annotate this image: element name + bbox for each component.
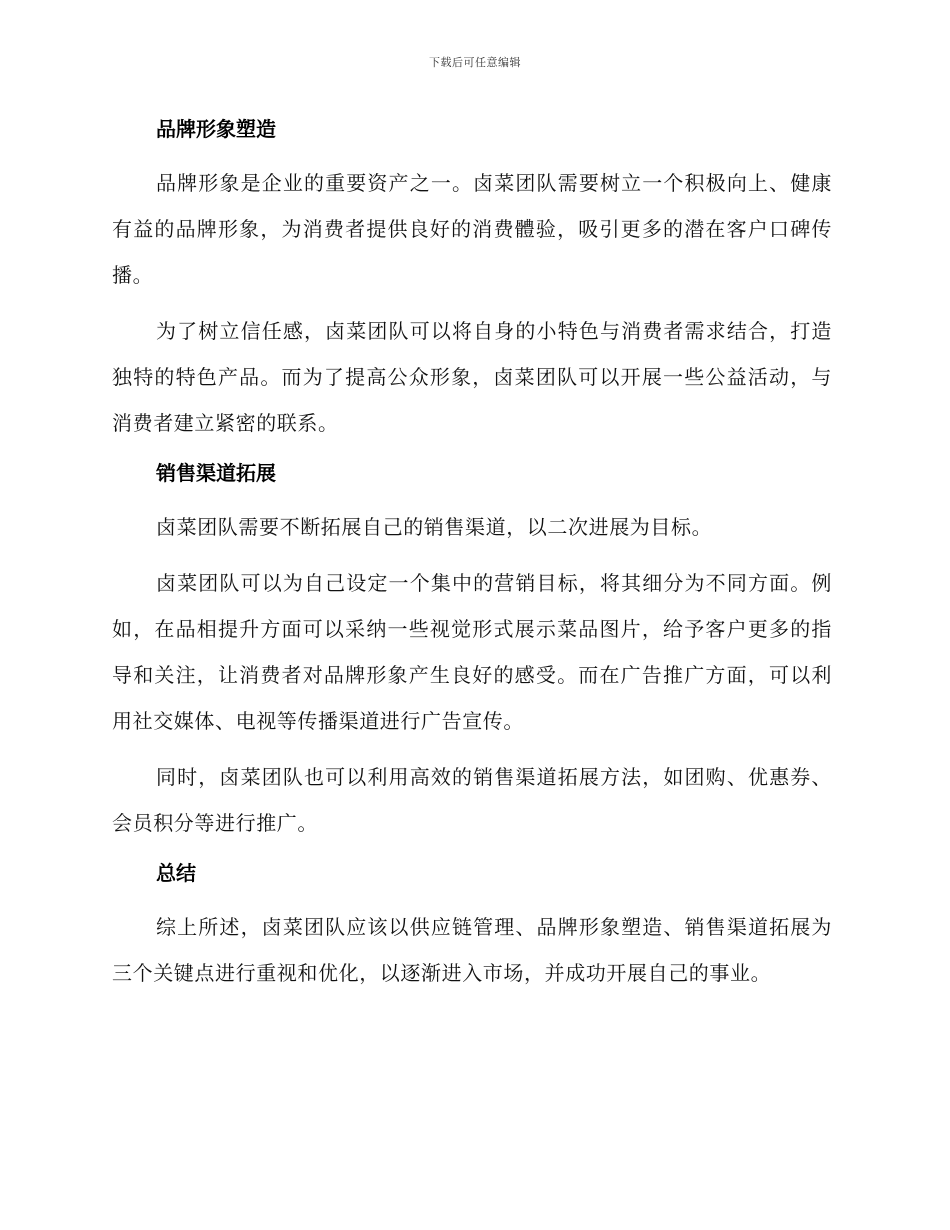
paragraph: 综上所述，卤菜团队应该以供应链管理、品牌形象塑造、销售渠道拓展为三个关键点进行重视和优化，以逐渐进入市场，并成功开展自己的事业。: [112, 915, 832, 985]
paragraph: 卤菜团队需要不断拓展自己的销售渠道，以二次进展为目标。: [156, 515, 713, 539]
paragraph: 为了树立信任感，卤菜团队可以将自身的小特色与消费者需求结合，打造独特的特色产品。而为了提高公众形象，卤菜团队可以开展一些公益活动，与消费者建立紧密的联系。: [112, 319, 832, 435]
paragraph: 品牌形象是企业的重要资产之一。卤菜团队需要树立一个积极向上、健康有益的品牌形象，为消费者提供良好的消费體验，吸引更多的潜在客户口碑传播。: [112, 171, 832, 287]
section-heading: 销售渠道拓展: [156, 461, 276, 485]
section-summary: [112, 856, 832, 996]
section-sales-channels: [112, 456, 832, 846]
section-heading: 总结: [156, 861, 196, 885]
section-brand-image: [112, 112, 832, 446]
paragraph: 同时，卤菜团队也可以利用高效的销售渠道拓展方法，如团购、优惠券、会员积分等进行推广。: [112, 765, 832, 835]
paragraph: 卤菜团队可以为自己设定一个集中的营销目标，将其细分为不同方面。例如，在品相提升方面可以采纳一些视觉形式展示菜品图片，给予客户更多的指导和关注，让消费者对品牌形象产生良好的感受。而在广告推广方面，可以利用社交媒体、电视等传播渠道进行广告宣传。: [112, 571, 832, 733]
section-heading: 品牌形象塑造: [156, 117, 276, 141]
header-note: 下载后可任意编辑: [429, 56, 521, 69]
document-body: [112, 112, 832, 1006]
